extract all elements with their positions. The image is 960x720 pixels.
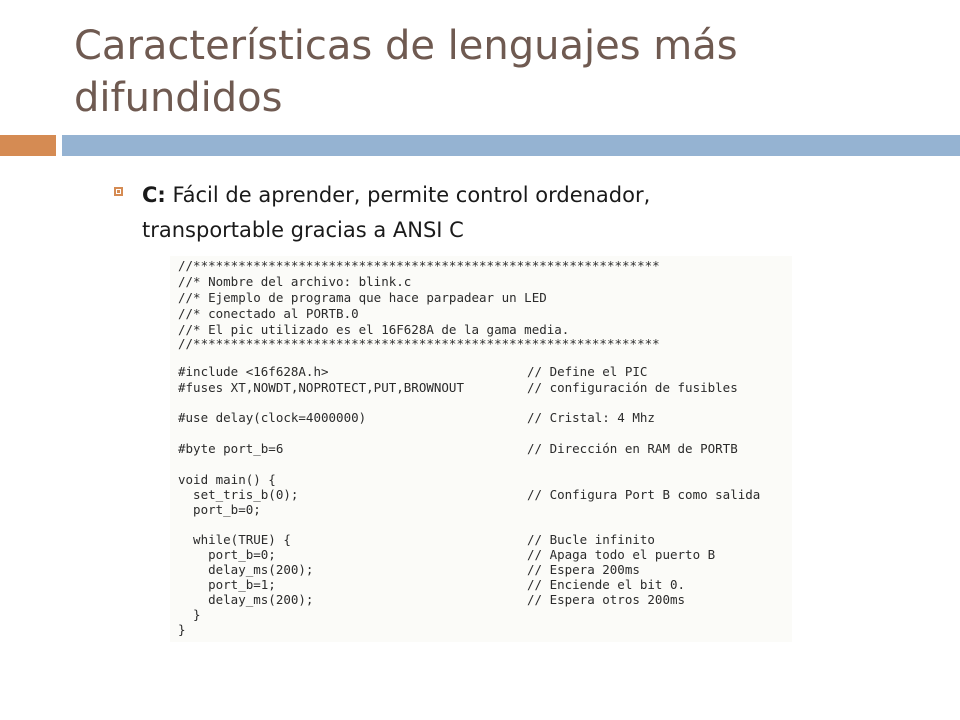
code-line: #byte port_b=6	[178, 441, 284, 456]
slide-title-line1: Características de lenguajes más	[74, 23, 738, 69]
code-line: port_b=0;	[178, 547, 276, 562]
code-line: //* Ejemplo de programa que hace parpadear un LED	[178, 290, 547, 305]
accent-bar-blue	[62, 135, 960, 156]
code-comment: // configuración de fusibles	[527, 380, 738, 395]
code-comment: // Espera 200ms	[527, 562, 640, 577]
code-line: while(TRUE) {	[178, 532, 291, 547]
code-line: }	[178, 607, 201, 622]
code-comment: // Define el PIC	[527, 364, 648, 379]
code-line: delay_ms(200);	[178, 562, 314, 577]
code-line: //**************************************************************	[178, 336, 660, 351]
code-line: void main() {	[178, 472, 276, 487]
code-line: //* El pic utilizado es el 16F628A de la gama media.	[178, 322, 570, 337]
bullet-item	[112, 178, 832, 248]
code-comment: // Apaga todo el puerto B	[527, 547, 716, 562]
slide-title	[74, 20, 914, 124]
bullet-text-line1: Fácil de aprender, permite control ordenador,	[165, 183, 651, 207]
code-comment: // Cristal: 4 Mhz	[527, 410, 655, 425]
code-comment: // Dirección en RAM de PORTB	[527, 441, 738, 456]
code-line: port_b=0;	[178, 502, 261, 517]
bullet-text-line2: transportable gracias a ANSI C	[142, 218, 464, 242]
code-line: set_tris_b(0);	[178, 487, 299, 502]
code-line: #fuses XT,NOWDT,NOPROTECT,PUT,BROWNOUT	[178, 380, 464, 395]
code-screenshot-image	[170, 256, 792, 642]
code-line: }	[178, 622, 186, 637]
code-line: //* Nombre del archivo: blink.c	[178, 274, 412, 289]
code-line: #use delay(clock=4000000)	[178, 410, 367, 425]
code-line: //* conectado al PORTB.0	[178, 306, 359, 321]
code-line: port_b=1;	[178, 577, 276, 592]
bullet-bold-label: C:	[142, 183, 166, 207]
bullet-text	[142, 178, 832, 248]
square-bullet-icon	[114, 187, 123, 196]
code-line: //**************************************************************	[178, 258, 660, 273]
slide-title-line2: difundidos	[74, 75, 283, 121]
code-line: delay_ms(200);	[178, 592, 314, 607]
code-comment: // Espera otros 200ms	[527, 592, 686, 607]
code-line: #include <16f628A.h>	[178, 364, 329, 379]
code-comment: // Bucle infinito	[527, 532, 655, 547]
code-comment: // Configura Port B como salida	[527, 487, 761, 502]
code-comment: // Enciende el bit 0.	[527, 577, 686, 592]
accent-bar-orange	[0, 135, 56, 156]
